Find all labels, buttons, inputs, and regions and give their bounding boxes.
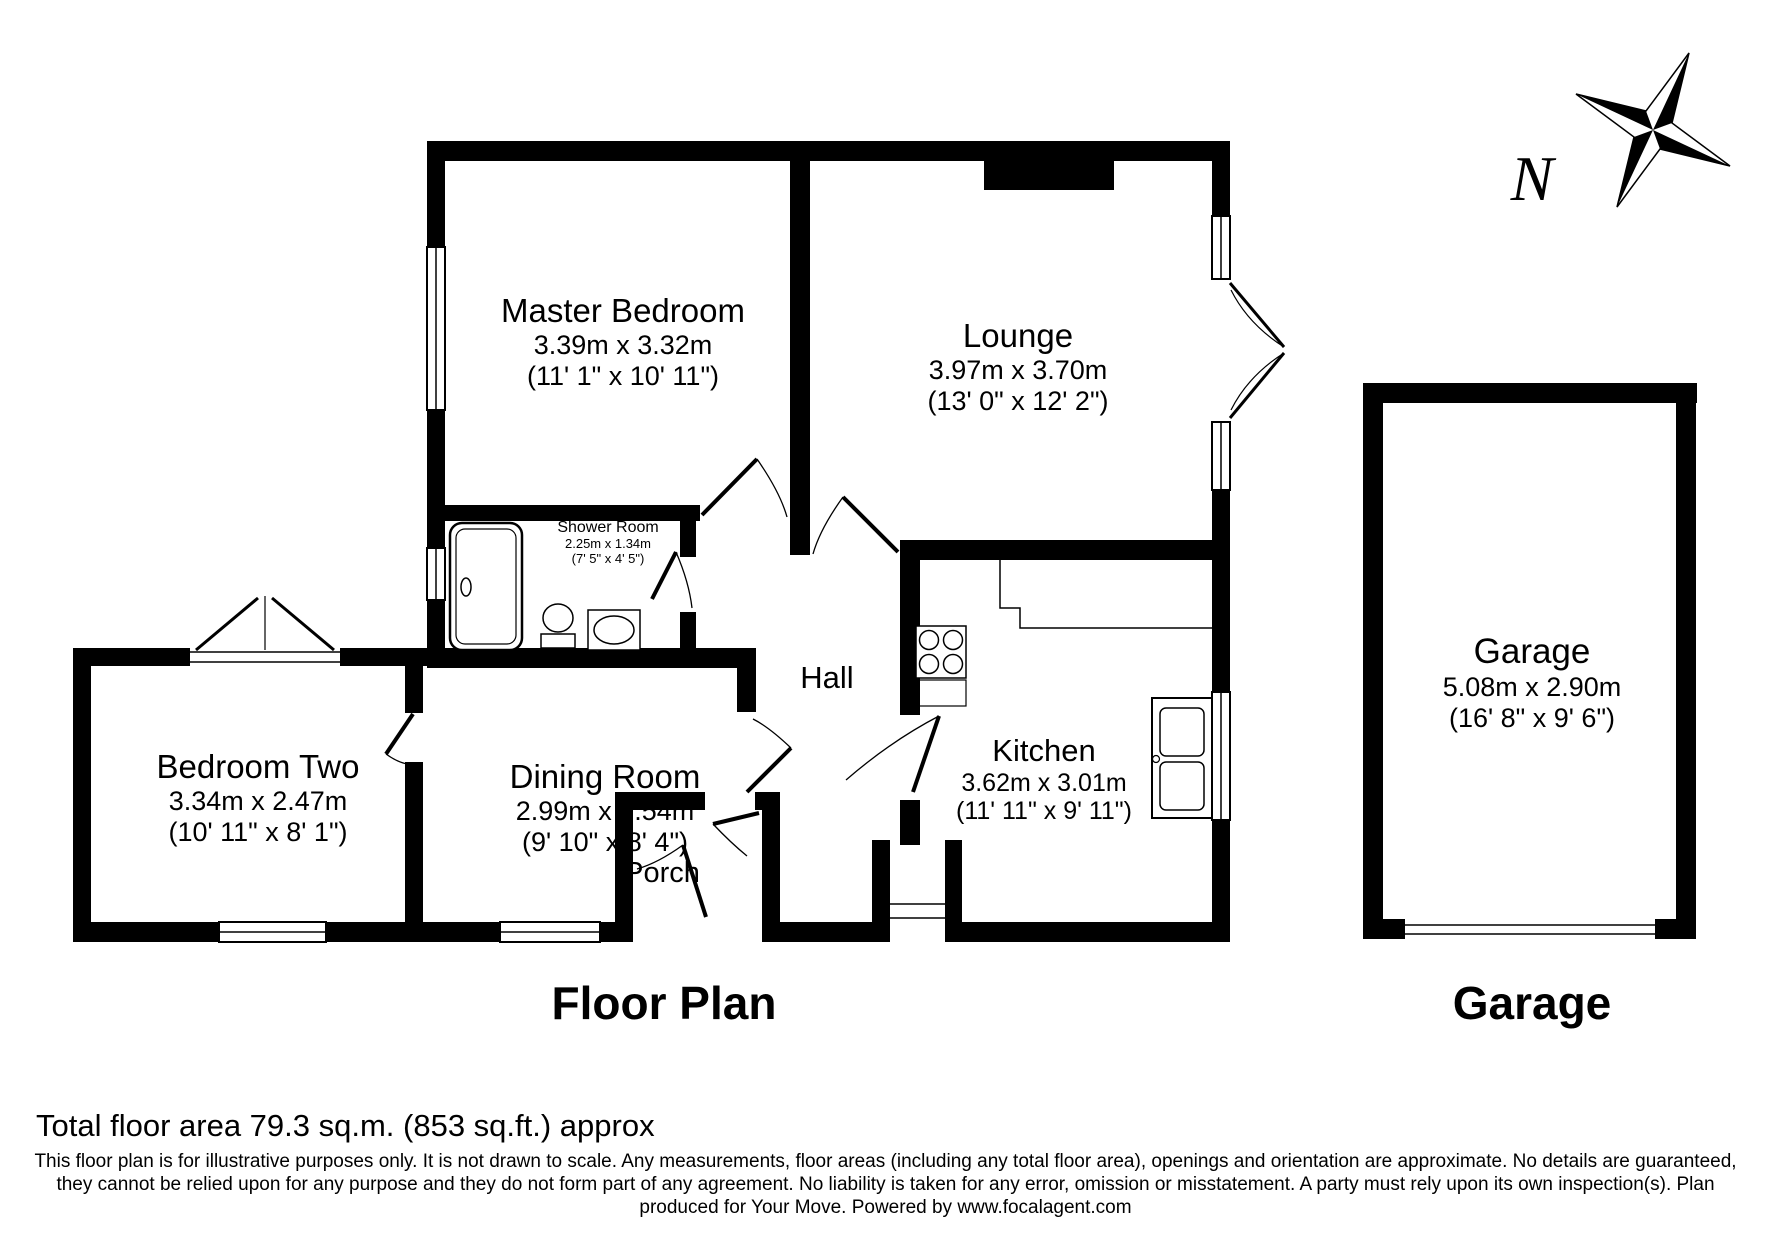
garage-door-opening — [1405, 925, 1655, 934]
window-shower-room — [427, 548, 445, 600]
room-label-porch — [624, 857, 700, 890]
door-kitchen — [846, 716, 939, 792]
room-label-shower-room — [557, 519, 658, 567]
room-dims-imperial: (7' 5" x 4' 5") — [571, 551, 645, 567]
room-dims-metric: 3.34m x 2.47m — [168, 785, 348, 816]
disclaimer-line-2: they cannot be relied upon for any purpose and they do not form part of any agreement. No liability is taken for any error, omission or misstatement. A party must rely upon its own inspection(s). Plan — [56, 1174, 1715, 1195]
french-door-threshold — [190, 652, 340, 662]
window-dining-room — [500, 922, 600, 942]
room-dims-metric: 3.62m x 3.01m — [961, 768, 1127, 797]
room-dims-metric: 2.25m x 1.34m — [565, 536, 651, 552]
hob-icon — [916, 626, 966, 678]
room-dims-metric: 5.08m x 2.90m — [1442, 672, 1622, 703]
disclaimer — [0, 1150, 1771, 1219]
room-name: Porch — [624, 857, 700, 889]
floor-plan-title: Floor Plan — [551, 977, 777, 1029]
entry-step-lines — [890, 904, 945, 918]
compass-rose — [1510, 53, 1730, 214]
north-icon: N — [1510, 143, 1554, 214]
room-label-lounge — [927, 317, 1108, 417]
room-dims-imperial: (10' 11" x 8' 1") — [168, 816, 348, 847]
chimney-breast — [984, 141, 1114, 190]
door-lounge — [813, 497, 898, 554]
door-master-bedroom — [702, 459, 787, 517]
window-kitchen — [1212, 692, 1230, 820]
french-doors-bedroom-two — [196, 596, 334, 650]
shower-tray-icon — [450, 523, 522, 650]
window-lounge-lower — [1212, 422, 1230, 490]
room-dims-metric: 3.97m x 3.70m — [928, 354, 1108, 385]
kitchen-unit — [916, 680, 966, 706]
room-label-hall — [800, 660, 853, 696]
room-name: Lounge — [962, 317, 1074, 354]
disclaimer-line-3: produced for Your Move. Powered by www.focalagent.com — [639, 1197, 1132, 1218]
room-dims-imperial: (11' 1" x 10' 11") — [526, 360, 720, 391]
room-name: Bedroom Two — [156, 748, 360, 785]
room-name: Shower Room — [557, 519, 659, 536]
room-name: Garage — [1473, 632, 1591, 671]
room-dims-imperial: (9' 10" x 8' 4") — [521, 826, 689, 857]
french-doors-lounge-bay — [1230, 283, 1284, 418]
kitchen-sink-icon — [1152, 698, 1212, 818]
window-bedroom-two — [219, 922, 326, 942]
disclaimer-line-1: This floor plan is for illustrative purposes only. It is not drawn to scale. Any measurements, floor areas (including any total floor area), openings and orientation are approximate. No details are guaranteed, — [34, 1151, 1737, 1172]
total-floor-area: Total floor area 79.3 sq.m. (853 sq.ft.) approx — [36, 1108, 655, 1143]
room-label-garage — [1443, 632, 1622, 734]
room-label-bedroom-two — [157, 748, 360, 848]
basin-icon — [588, 610, 640, 650]
door-dining-room — [747, 719, 791, 792]
room-dims-metric: 2.99m x 2.54m — [515, 795, 695, 826]
kitchen-counter — [1000, 560, 1212, 628]
room-name: Hall — [800, 660, 854, 695]
window-master-bedroom — [427, 247, 445, 410]
room-dims-metric: 3.39m x 3.32m — [533, 329, 713, 360]
room-label-kitchen — [956, 733, 1132, 826]
room-dims-imperial: (11' 11" x 9' 11") — [956, 797, 1132, 826]
room-name: Dining Room — [509, 758, 701, 795]
door-bedroom-two — [386, 714, 413, 764]
room-label-master-bedroom — [501, 292, 745, 392]
window-lounge-upper — [1212, 216, 1230, 279]
room-dims-imperial: (16' 8" x 9' 6") — [1448, 703, 1616, 734]
door-porch-inner — [713, 813, 759, 856]
toilet-icon — [541, 604, 575, 648]
room-dims-imperial: (13' 0" x 12' 2") — [927, 385, 1109, 416]
room-name: Kitchen — [992, 733, 1096, 768]
room-name: Master Bedroom — [501, 292, 745, 329]
room-label-dining-room — [510, 758, 701, 858]
garage-title: Garage — [1452, 977, 1612, 1029]
